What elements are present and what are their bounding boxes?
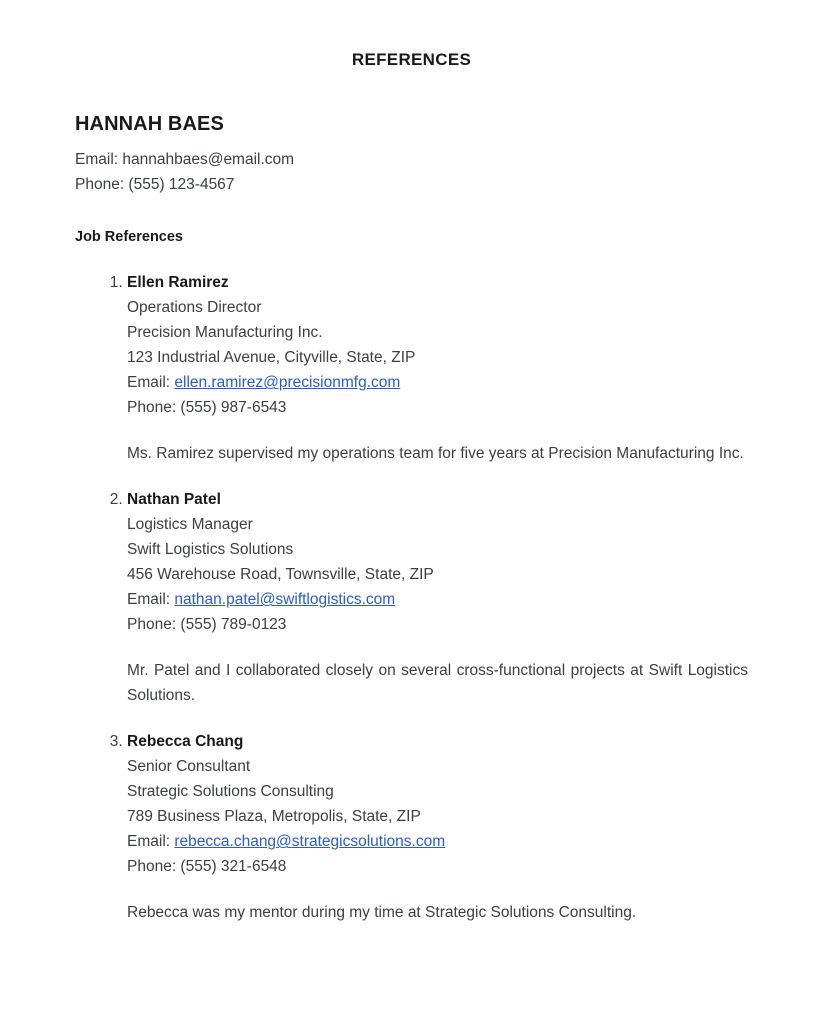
reference-job-title: Senior Consultant [127, 758, 251, 776]
reference-email-link[interactable]: ellen.ramirez@precisionmfg.com [174, 374, 401, 392]
reference-phone: Phone: (555) 321-6548 [127, 858, 287, 876]
reference-name: 1. Ellen Ramirez [127, 274, 229, 292]
reference-phone: Phone: (555) 789-0123 [127, 616, 287, 634]
document-content [75, 50, 748, 925]
reference-address: 123 Industrial Avenue, Cityville, State, ZIP [127, 349, 416, 367]
email-label: Email: [127, 591, 175, 609]
reference-company: Precision Manufacturing Inc. [127, 324, 323, 342]
references-list [75, 270, 748, 925]
reference-email-link[interactable]: nathan.patel@swiftlogistics.com [174, 591, 396, 609]
reference-job-title: Operations Director [127, 299, 262, 317]
list-item [127, 270, 748, 466]
reference-company: Strategic Solutions Consulting [127, 783, 334, 801]
reference-email-link[interactable]: rebecca.chang@strategicsolutions.com [174, 833, 446, 851]
reference-company: Swift Logistics Solutions [127, 541, 294, 559]
candidate-phone-line: Phone: (555) 123-4567 [75, 176, 235, 194]
reference-email-line [127, 587, 748, 612]
reference-description: Mr. Patel and I collaborated closely on several cross-functional projects at Swift Logistics Solutions. [127, 662, 748, 705]
reference-phone: Phone: (555) 987-6543 [127, 399, 287, 417]
list-item [127, 729, 748, 925]
reference-email-line [127, 370, 748, 395]
email-label: Email: [127, 833, 175, 851]
email-label: Email: [127, 374, 175, 392]
reference-description: Ms. Ramirez supervised my operations team for five years at Precision Manufacturing Inc. [127, 445, 744, 463]
reference-description: Rebecca was my mentor during my time at Strategic Solutions Consulting. [127, 904, 637, 922]
reference-name: 2. Nathan Patel [127, 491, 221, 509]
reference-address: 789 Business Plaza, Metropolis, State, ZIP [127, 808, 421, 826]
reference-address: 456 Warehouse Road, Townsville, State, ZIP [127, 566, 434, 584]
list-item [127, 487, 748, 708]
reference-job-title: Logistics Manager [127, 516, 253, 534]
reference-email-line [127, 829, 748, 854]
job-references-subtitle: Job References [75, 229, 183, 246]
page-title: REFERENCES [351, 50, 472, 69]
reference-name: 3. Rebecca Chang [127, 733, 244, 751]
candidate-email-line: Email: hannahbaes@email.com [75, 151, 295, 169]
candidate-name-heading: HANNAH BAES [75, 113, 224, 136]
